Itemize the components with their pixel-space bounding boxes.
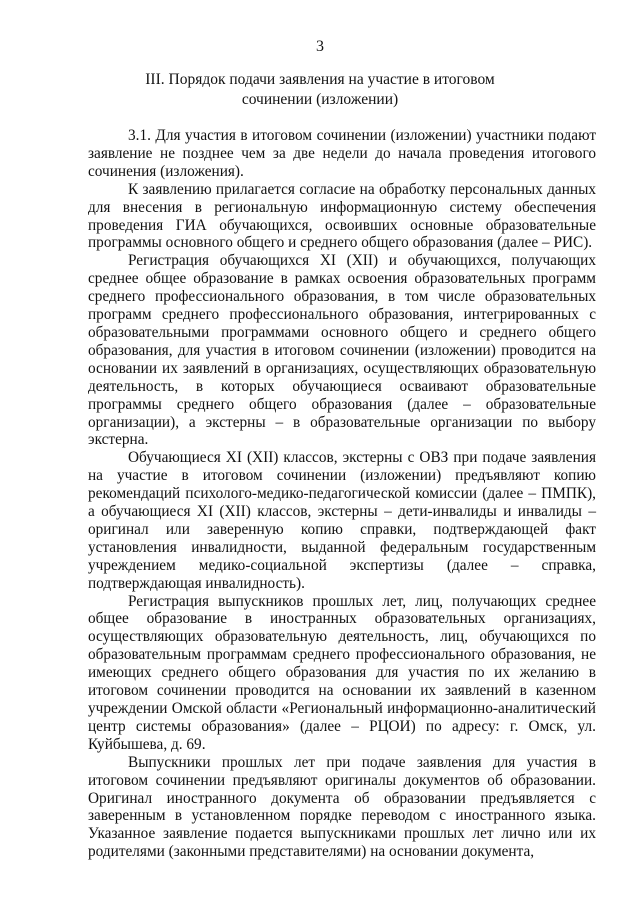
- paragraph-student-registration: Регистрация обучающихся XI (XII) и обучающихся, получающих среднее общее образование в рамках освоения образовательных программ среднего профессионального образования, в том числе образовательных программ среднего профессионального образования, интегрированных с образовательными программами основного общего и среднего общего образования, для участия в итоговом сочинении (изложении) проводится на основании их заявлений в организациях, осуществляющих образовательную деятельность, в которых обучающиеся осваивают образовательные программы среднего общего образования (далее – образовательные организации), а экстерны – в образовательные организации по выбору экстерна.: [88, 252, 596, 449]
- paragraph-graduate-registration: Регистрация выпускников прошлых лет, лиц, получающих среднее общее образование в иностранных образовательных организациях, осуществляющих образовательную деятельность, лиц, обучающихся по образовательным программам среднего профессионального образования, не имеющих среднего общего образования для участия по их желанию в итоговом сочинении проводится на основании их заявлений в казенном учреждении Омской области «Региональный информационно-аналитический центр системы образования» (далее – РЦОИ) по адресу: г. Омск, ул. Куйбышева, д. 69.: [88, 592, 596, 753]
- document-body: [88, 127, 596, 861]
- page-number: 3: [316, 38, 324, 55]
- section-title: III. Порядок подачи заявления на участие в итоговом сочинении (изложении): [145, 71, 495, 108]
- paragraph-personal-data-consent: К заявлению прилагается согласие на обработку персональных данных для внесения в региональную информационную систему обеспечения проведения ГИА обучающихся, освоивших основные образовательные программы основного общего и среднего общего образования (далее – РИС).: [88, 180, 596, 252]
- paragraph-graduate-documents: Выпускники прошлых лет при подаче заявления для участия в итоговом сочинении предъявляют оригиналы документов об образовании. Оригинал иностранного документа об образовании предъявляется с заверенным в установленном порядке переводом с иностранного языка. Указанное заявление подается выпускниками прошлых лет лично или их родителями (законными представителями) на основании документа,: [88, 753, 596, 861]
- paragraph-disability-documents: Обучающиеся XI (XII) классов, экстерны с ОВЗ при подаче заявления на участие в итоговом сочинении (изложении) предъявляют копию рекомендаций психолого-медико-педагогической комиссии (далее – ПМПК), а обучающиеся XI (XII) классов, экстерны – дети-инвалиды и инвалиды – оригинал или заверенную копию справки, подтверждающей факт установления инвалидности, выданной федеральным государственным учреждением медико-социальной экспертизы (далее – справка, подтверждающая инвалидность).: [88, 449, 596, 592]
- paragraph-3-1-application-deadline: 3.1. Для участия в итоговом сочинении (изложении) участники подают заявление не позднее чем за две недели до начала проведения итогового сочинения (изложения).: [88, 127, 596, 180]
